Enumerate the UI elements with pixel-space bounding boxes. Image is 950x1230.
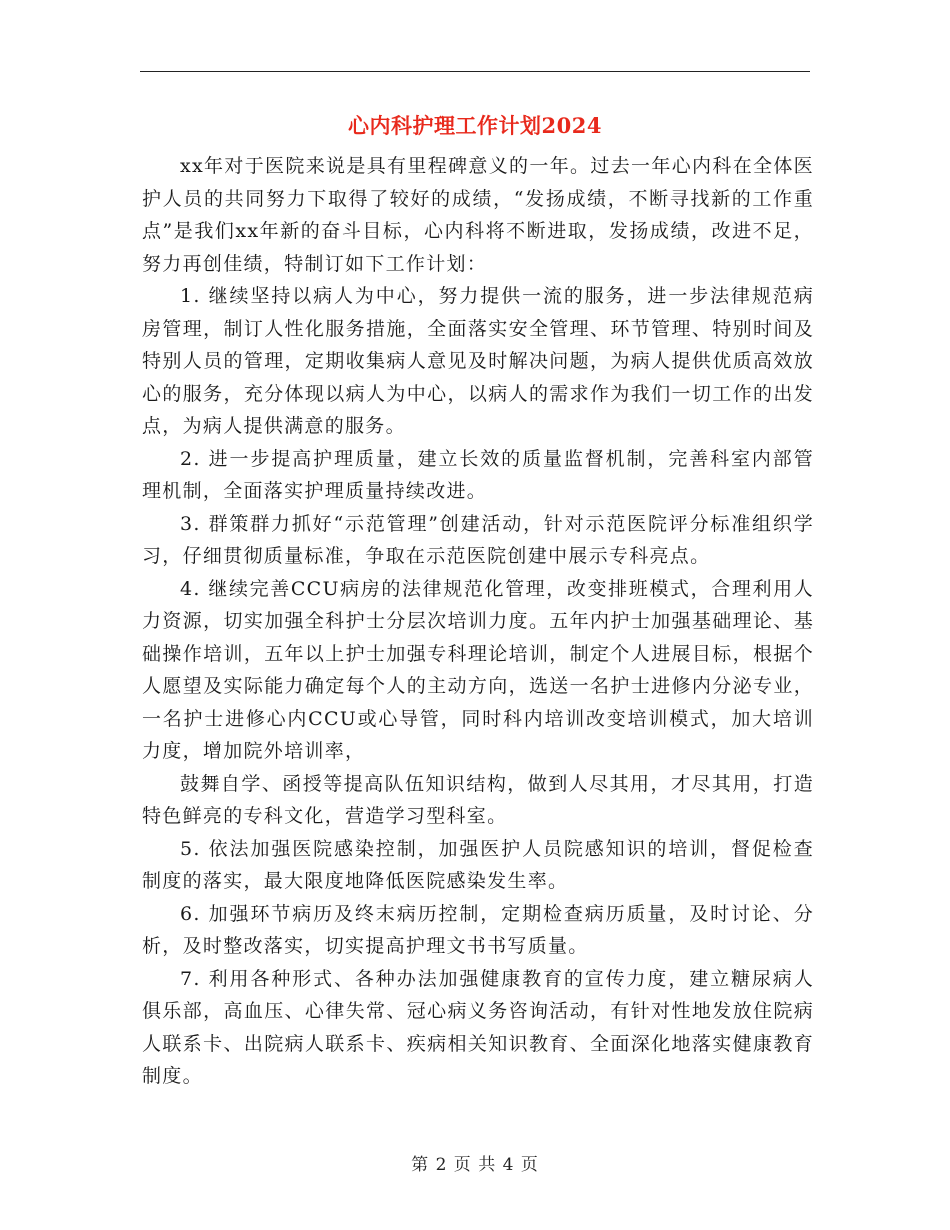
paragraph-item-5: 5. 依法加强医院感染控制，加强医护人员院感知识的培训，督促检查制度的落实，最大限度地降低医院感染发生率。 (142, 837, 814, 892)
paragraph-item-4: 4. 继续完善CCU病房的法律规范化管理，改变排班模式，合理利用人力资源，切实加强全科护士分层次培训力度。五年内护士加强基础理论、基础操作培训，五年以上护士加强专科理论培训，制定个人进展目标，根据个人愿望及实际能力确定每个人的主动方向，选送一名护士进修内分泌专业，一名护士进修心内CCU或心导管，同时科内培训改变培训模式，加大培训力度，增加院外培训率， (142, 577, 814, 762)
page-number-footer: 第 2 页 共 4 页 (411, 1155, 539, 1175)
paragraph-item-7: 7. 利用各种形式、各种办法加强健康教育的宣传力度，建立糖尿病人俱乐部，高血压、心律失常、冠心病义务咨询活动，有针对性地发放住院病人联系卡、出院病人联系卡、疾病相关知识教育、全面深化地落实健康教育制度。 (142, 967, 814, 1087)
document-body (142, 150, 814, 1093)
paragraph-item-2: 2. 进一步提高护理质量，建立长效的质量监督机制，完善科室内部管理机制，全面落实护理质量持续改进。 (142, 447, 814, 502)
paragraph-intro: xx年对于医院来说是具有里程碑意义的一年。过去一年心内科在全体医护人员的共同努力下取得了较好的成绩，“发扬成绩，不断寻找新的工作重点”是我们xx年新的奋斗目标，心内科将不断进取，发扬成绩，改进不足，努力再创佳绩，特制订如下工作计划： (142, 155, 814, 275)
paragraph-item-3: 3. 群策群力抓好“示范管理”创建活动，针对示范医院评分标准组织学习，仔细贯彻质量标准，争取在示范医院创建中展示专科亮点。 (142, 512, 814, 567)
header-rule (140, 71, 810, 72)
document-title: 心内科护理工作计划2024 (348, 113, 602, 138)
paragraph-item-4-cont: 鼓舞自学、函授等提高队伍知识结构，做到人尽其用，才尽其用，打造特色鲜亮的专科文化，营造学习型科室。 (142, 772, 814, 827)
paragraph-item-1: 1. 继续坚持以病人为中心，努力提供一流的服务，进一步法律规范病房管理，制订人性化服务措施，全面落实安全管理、环节管理、特别时间及特别人员的管理，定期收集病人意见及时解决问题，为病人提供优质高效放心的服务，充分体现以病人为中心，以病人的需求作为我们一切工作的出发点，为病人提供满意的服务。 (142, 285, 814, 437)
paragraph-item-6: 6. 加强环节病历及终末病历控制，定期检查病历质量，及时讨论、分析，及时整改落实，切实提高护理文书书写质量。 (142, 902, 814, 957)
